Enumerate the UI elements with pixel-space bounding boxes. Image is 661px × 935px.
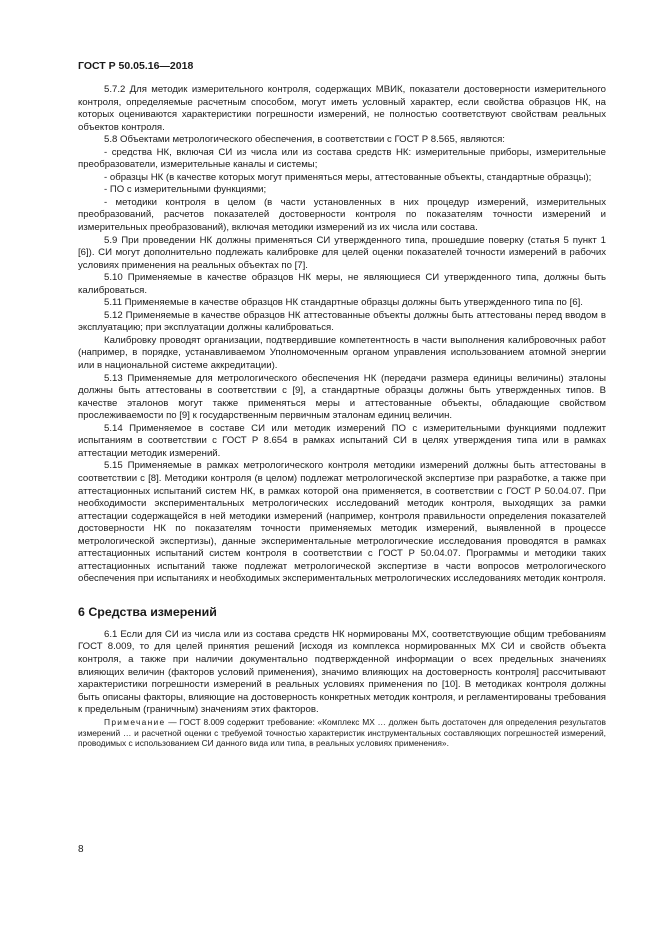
list-item: - ПО с измерительными функциями; bbox=[104, 184, 267, 196]
list-item: - методики контроля в целом (в части установленных в них процедур измерений, измерительных преобразований, расчетов показателей достоверности контроля по показателям точности измерений и измерительных преобразований), включая методики измерений из их числа или состава. bbox=[78, 196, 606, 234]
paragraph-5-7-2: 5.7.2 Для методик измерительного контроля, содержащих МВИК, показатели достоверности измерительного контроля, определяемые расчетным способом, могут иметь условный характер, если свойства образцов НК, на которых оцениваются характеристики погрешности измерений, не полностью соответствуют свойствам реальных объектов контроля. bbox=[78, 84, 606, 133]
paragraph-5-13: 5.13 Применяемые для метрологического обеспечения НК (передачи размера единицы величины) эталоны должны быть аттестованы в соответствии с [9], а стандартные образцы должны быть утвержденных типов. В качестве эталонов могут также применяться меры и аттестованные объекты, обладающие свойством прослеживаемости по [9] к государственным первичным эталонам единиц величин. bbox=[78, 372, 606, 422]
paragraph-5-12: 5.12 Применяемые в качестве образцов НК аттестованные объекты должны быть аттестованы перед вводом в эксплуатацию; при эксплуатации должны калиброваться. bbox=[78, 309, 606, 334]
list-item: - средства НК, включая СИ из числа или из состава средств НК: измерительные приборы, измерительные преобразователи, измерительные каналы и системы; bbox=[78, 146, 606, 171]
note bbox=[78, 717, 606, 749]
list-item: - образцы НК (в качестве которых могут применяться меры, аттестованные объекты, стандартные образцы); bbox=[104, 171, 592, 183]
paragraph-5-14: 5.14 Применяемое в составе СИ или методик измерений ПО с измерительными функциями подлежит испытаниям в соответствии с ГОСТ Р 8.654 в рамках испытаний СИ в целях утверждения типа или в рамках аттестации методик измерений. bbox=[78, 422, 606, 459]
paragraph-5-10: 5.10 Применяемые в качестве образцов НК меры, не являющиеся СИ утвержденного типа, должны быть калиброваться. bbox=[78, 272, 606, 296]
paragraph-6-1: 6.1 Если для СИ из числа или из состава средств НК нормированы МХ, соответствующие общим требованиям ГОСТ 8.009, то для целей принятия решений [исходя из комплекса нормированных МХ СИ и свойств объекта контроля, а также при наличии документально подтвержденной информации о всех предельных значениях влияющих величин (факторов условий применения), значимо влияющих на достоверность контроля] рассчитывают характеристики погрешности измерений в реальных условиях применения по [10]. В методиках контроля должны быть описаны факторы, влияющие на достоверность конкретных методик контроля, и регламентированы требования к предельным (граничным) значениям этих факторов. bbox=[78, 628, 606, 716]
paragraph-5-15: 5.15 Применяемые в рамках метрологического контроля методики измерений должны быть аттестованы в соответствии с [8]. Методики контроля (в целом) подлежат метрологической экспертизе при разработке, а также при аттестационных испытаний систем НК, в рамках которой она применяется, в соответствии с ГОСТ Р 50.04.07. При необходимости экспериментальных метрологических исследований методик контроля, выходящих за рамки аттестации содержащейся в ней методики измерений (например, контроля правильности определения показателей достоверности НК по показателям точности применяемых методик измерений, выявленной в процессе метрологической экспертизы), данные экспериментальные метрологические исследования проводятся в рамках аттестационных испытаний систем контроля в соответствии с ГОСТ Р 50.04.07. Программы и методики таких аттестационных испытаний также подлежат метрологической экспертизе в части вопросов метрологического обеспечения при испытаниях и необходимых экспериментальных метрологических исследованиях методик контроля. bbox=[78, 460, 606, 585]
page-number: 8 bbox=[78, 844, 84, 855]
note-text: — ГОСТ 8.009 содержит требование: «Комплекс МХ … должен быть достаточен для определения результатов измерений … и расчетной оценки с требуемой точностью характеристик инструментальных составляющих погрешностей измерений, проводимых с использованием СИ данного вида или типа, в реальных условиях применения». bbox=[78, 716, 606, 749]
note-label: Примечание bbox=[104, 716, 166, 727]
paragraph-calibration: Калибровку проводят организации, подтвердившие компетентность в части выполнения калибровочных работ (например, в порядке, устанавливаемом Уполномоченным органом управления использованием атомной энергии или в национальной системе аккредитации). bbox=[78, 334, 606, 372]
body-text bbox=[78, 84, 606, 749]
paragraph-5-11: 5.11 Применяемые в качестве образцов НК стандартные образцы должны быть утвержденного типа по [6]. bbox=[104, 297, 583, 309]
section-title: 6 Средства измерений bbox=[78, 604, 217, 619]
paragraph-5-8: 5.8 Объектами метрологического обеспечения, в соответствии с ГОСТ Р 8.565, являются: bbox=[104, 134, 505, 146]
standard-header: ГОСТ Р 50.05.16—2018 bbox=[78, 60, 194, 72]
paragraph-5-9: 5.9 При проведении НК должны применяться СИ утвержденного типа, прошедшие поверку (статья 5 пункт 1 [6]). СИ могут дополнительно подлежать калибровке для целей оценки показателей точности измерений в рабочих условиях применения на реальных объектах по [7]. bbox=[78, 234, 606, 271]
